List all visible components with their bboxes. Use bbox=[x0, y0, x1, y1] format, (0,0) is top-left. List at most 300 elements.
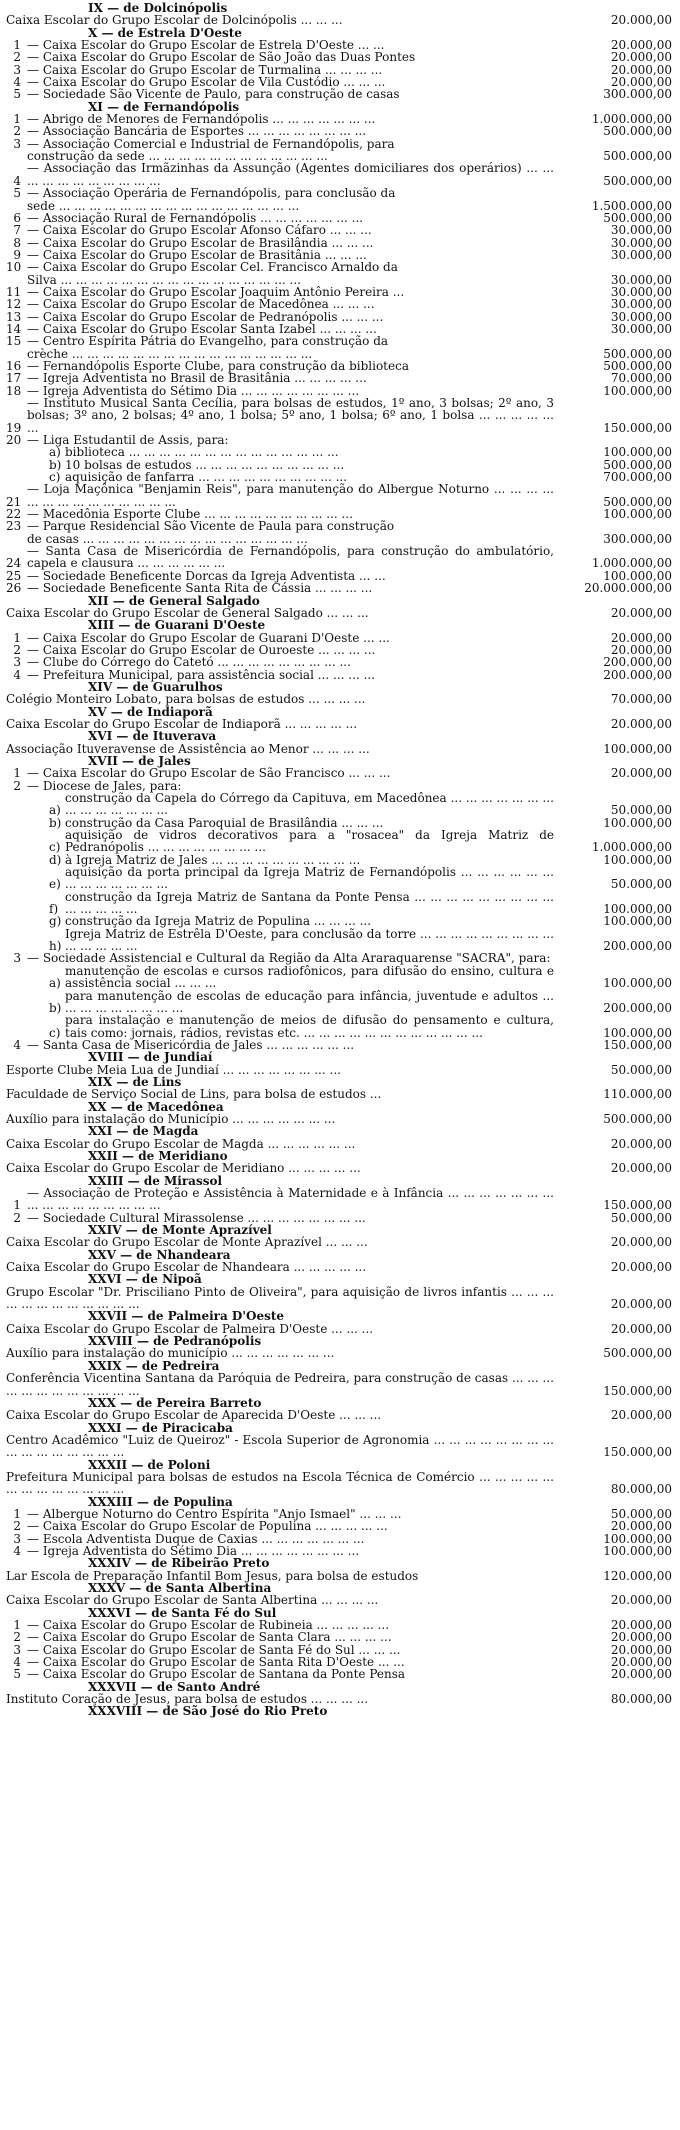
entry-text: Lar Escola de Preparação Infantil Bom Jesus, para bolsa de estudos bbox=[6, 1568, 419, 1583]
entry-text: Caixa Escolar do Grupo Escolar de Dolcinópolis ... ... ... bbox=[6, 13, 343, 28]
entry-amount: 20.000,00 bbox=[610, 1630, 672, 1645]
entry-text: sede ... ... ... ... ... ... ... ... ... ... ... ... ... ... ... ... bbox=[27, 198, 300, 213]
entry-number: 21 bbox=[6, 494, 22, 509]
entry-text: — Caixa Escolar do Grupo Escolar de Santa Clara ... ... ... ... bbox=[27, 1630, 392, 1645]
entry-text: — Caixa Escolar do Grupo Escolar de Macedônea ... ... ... bbox=[27, 297, 375, 312]
section-heading-text: XXXVI — de Santa Fé do Sul bbox=[88, 1605, 277, 1620]
ledger-entry bbox=[6, 1088, 672, 1100]
entry-text: — Associação das Irmãzinhas da Assunção (Agentes domiciliares dos operários) ... ... ... ... ... ... ... ... ... ... ... bbox=[27, 161, 554, 188]
entry-amount: 150.000,00 bbox=[603, 1445, 672, 1460]
entry-text: — Fernandópolis Esporte Clube, para construção da biblioteca bbox=[27, 358, 409, 373]
ledger-entry bbox=[6, 224, 672, 236]
entry-amount: 200.000,00 bbox=[603, 667, 672, 682]
entry-text: Auxílio para instalação do Município ... ... ... ... ... ... ... bbox=[6, 1111, 336, 1126]
entry-amount: 500.000,00 bbox=[603, 149, 672, 164]
entry-text: — Associação Operária de Fernandópolis, para conclusão da bbox=[27, 186, 396, 201]
entry-text: Associação Ituveravense de Assistência ao Menor ... ... ... ... bbox=[6, 741, 370, 756]
ledger-entry bbox=[6, 656, 672, 668]
entry-amount: 50.000,00 bbox=[610, 803, 672, 818]
entry-number: 2 bbox=[13, 1519, 21, 1534]
entry-text: para instalação e manutenção de meios de difusão do pensamento e cultura, tais como: jornais, rádios, revistas etc. ... ... ... ... ... ... ... ... ... ... ... ... bbox=[65, 1013, 554, 1040]
entry-text: biblioteca ... ... ... ... ... ... ... ... ... ... ... ... ... ... bbox=[65, 445, 339, 460]
sub-item bbox=[6, 446, 672, 458]
entry-number: 16 bbox=[6, 358, 22, 373]
section-heading-text: XXXIV — de Ribeirão Preto bbox=[88, 1556, 270, 1571]
entry-text: Caixa Escolar do Grupo Escolar de Aparecida D'Oeste ... ... ... bbox=[6, 1408, 382, 1423]
sub-item-letter: b) bbox=[49, 457, 62, 472]
entry-number: 2 bbox=[13, 50, 21, 65]
entry-amount: 20.000,00 bbox=[610, 1321, 672, 1336]
entry-number: 19 bbox=[6, 420, 22, 435]
entry-text: de casas ... ... ... ... ... ... ... ... ... ... ... ... ... ... ... bbox=[27, 531, 308, 546]
entry-amount: 100.000,00 bbox=[603, 568, 672, 583]
ledger-entry bbox=[6, 483, 672, 508]
entry-amount: 100.000,00 bbox=[603, 741, 672, 756]
entry-number: 8 bbox=[13, 235, 21, 250]
section-heading-text: XV — de Indiaporã bbox=[88, 704, 213, 719]
entry-amount: 20.000,00 bbox=[610, 1161, 672, 1176]
section-heading bbox=[6, 1273, 672, 1285]
entry-text: Caixa Escolar do Grupo Escolar de Indiaporã ... ... ... ... ... bbox=[6, 716, 358, 731]
sub-item-letter: a) bbox=[49, 445, 61, 460]
entry-text: — Caixa Escolar do Grupo Escolar de Pedranópolis ... ... ... bbox=[27, 309, 384, 324]
sub-item-letter: c) bbox=[49, 840, 61, 855]
entry-text: — Igreja Adventista do Sétimo Dia ... ... ... ... ... ... ... ... bbox=[27, 383, 360, 398]
entry-amount: 100.000,00 bbox=[603, 852, 672, 867]
entry-amount: 200.000,00 bbox=[603, 1000, 672, 1015]
ledger-entry bbox=[6, 1187, 672, 1212]
entry-text: — Abrigo de Menores de Fernandópolis ... ... ... ... ... ... ... bbox=[27, 112, 376, 127]
entry-number: 13 bbox=[6, 309, 22, 324]
entry-amount: 100.000,00 bbox=[603, 914, 672, 929]
entry-text: — Loja Maçônica "Benjamin Reis", para manutenção do Albergue Noturno ... ... ... ... ... ... ... ... ... ... ... ... ... ... bbox=[27, 482, 554, 509]
entry-number: 15 bbox=[6, 334, 22, 349]
entry-text: construção da Casa Paroquial de Brasilândia ... ... ... bbox=[65, 815, 384, 830]
section-heading-text: XXI — de Magda bbox=[88, 1124, 199, 1139]
entry-text: Auxílio para instalação do município ... ... ... ... ... ... ... bbox=[6, 1346, 335, 1361]
section-heading-text: XXVII — de Palmeira D'Oeste bbox=[88, 1309, 285, 1324]
entry-number: 2 bbox=[13, 1210, 21, 1225]
ledger-entry bbox=[6, 1286, 672, 1311]
entry-amount: 30.000,00 bbox=[610, 223, 672, 238]
entry-amount: 20.000,00 bbox=[610, 716, 672, 731]
ledger-entry bbox=[6, 51, 672, 63]
section-heading-text: XXIX — de Pedreira bbox=[88, 1358, 220, 1373]
entry-number: 17 bbox=[6, 371, 22, 386]
entry-amount: 20.000,00 bbox=[610, 1642, 672, 1657]
entry-number: 26 bbox=[6, 581, 22, 596]
entry-text: Faculdade de Serviço Social de Lins, para bolsa de estudos ... bbox=[6, 1087, 382, 1102]
entry-text: Centro Acadêmico "Luiz de Queiroz" - Escola Superior de Agronomia ... ... ... ... ... ... ... ... ... ... ... ... ... ... ... ... bbox=[6, 1432, 554, 1460]
entry-text: construção da sede ... ... ... ... ... ... ... ... ... ... ... ... bbox=[27, 149, 328, 164]
entry-text: — Centro Espírita Pátria do Evangelho, para construção da bbox=[27, 334, 389, 349]
section-heading-text: XXXI — de Piracicaba bbox=[88, 1420, 233, 1435]
entry-number: 3 bbox=[13, 655, 21, 670]
entry-text: — Caixa Escolar do Grupo Escolar de Santa Rita D'Oeste ... ... bbox=[27, 1655, 405, 1670]
entry-amount: 30.000,00 bbox=[610, 309, 672, 324]
entry-amount: 30.000,00 bbox=[610, 321, 672, 336]
section-heading-text: XIV — de Guarulhos bbox=[88, 679, 223, 694]
entry-text: — Albergue Noturno do Centro Espírita "Anjo Ismael" ... ... ... bbox=[27, 1506, 402, 1521]
entry-text: — Caixa Escolar do Grupo Escolar de Ouroeste ... ... ... ... bbox=[27, 642, 376, 657]
section-heading-text: XII — de General Salgado bbox=[88, 593, 260, 608]
sub-item-letter: f) bbox=[49, 902, 59, 917]
entry-amount: 20.000,00 bbox=[610, 50, 672, 65]
section-heading-text: XXV — de Nhandeara bbox=[88, 1247, 231, 1262]
entry-number: 1 bbox=[13, 766, 21, 781]
entry-amount: 30.000,00 bbox=[610, 235, 672, 250]
entry-text: — Caixa Escolar do Grupo Escolar Joaquim Antônio Pereira ... bbox=[27, 284, 405, 299]
entry-text: — Escola Adventista Duque de Caxias ... ... ... ... ... ... ... bbox=[27, 1531, 365, 1546]
entry-number: 20 bbox=[6, 433, 22, 448]
entry-amount: 20.000,00 bbox=[610, 630, 672, 645]
entry-number: 22 bbox=[6, 507, 22, 522]
entry-number: 1 bbox=[13, 1198, 21, 1213]
ledger-entry bbox=[6, 298, 672, 310]
entry-text: Prefeitura Municipal para bolsas de estudos na Escola Técnica de Comércio ... ... ... ... ... ... ... ... ... ... ... ... ... bbox=[6, 1469, 554, 1497]
entry-amount: 20.000,00 bbox=[610, 605, 672, 620]
entry-amount: 20.000,00 bbox=[610, 642, 672, 657]
entry-number: 4 bbox=[13, 75, 21, 90]
sub-item bbox=[6, 1014, 672, 1039]
ledger-entry bbox=[6, 952, 672, 964]
entry-amount: 20.000,00 bbox=[610, 1235, 672, 1250]
entry-amount: 500.000,00 bbox=[603, 358, 672, 373]
ledger-entry bbox=[6, 1162, 672, 1174]
entry-amount: 20.000,00 bbox=[610, 62, 672, 77]
sub-item bbox=[6, 915, 672, 927]
entry-text: Colégio Monteiro Lobato, para bolsas de estudos ... ... ... ... bbox=[6, 692, 366, 707]
sub-item bbox=[6, 990, 672, 1015]
ledger-entry bbox=[6, 125, 672, 137]
entry-text: — Instituto Musical Santa Cecília, para bolsas de estudos, 1º ano, 3 bolsas; 2º ano, 3 bolsas; 3º ano, 2 bolsas; 4º ano, 1 bolsa; 5º ano, 1 bolsa; 6º ano, 1 bolsa ... ... ... ... ... ... bbox=[27, 396, 554, 435]
entry-amount: 50.000,00 bbox=[610, 877, 672, 892]
entry-amount: 20.000,00 bbox=[610, 1519, 672, 1534]
ledger-entry bbox=[6, 520, 672, 532]
section-heading-text: X — de Estrela D'Oeste bbox=[88, 25, 242, 40]
entry-amount: 100.000,00 bbox=[603, 1543, 672, 1558]
section-heading bbox=[6, 730, 672, 742]
entry-number: 9 bbox=[13, 247, 21, 262]
entry-amount: 1.500.000,00 bbox=[591, 198, 672, 213]
entry-amount: 120.000,00 bbox=[603, 1568, 672, 1583]
entry-text: — Caixa Escolar do Grupo Escolar Cel. Francisco Arnaldo da bbox=[27, 260, 398, 275]
entry-text: — Associação Comercial e Industrial de Fernandópolis, para bbox=[27, 136, 395, 151]
entry-number: 24 bbox=[6, 556, 22, 571]
entry-amount: 20.000,00 bbox=[610, 1618, 672, 1633]
entry-amount: 200.000,00 bbox=[603, 655, 672, 670]
entry-number: 5 bbox=[13, 1667, 21, 1682]
entry-amount: 80.000,00 bbox=[610, 1482, 672, 1497]
section-heading bbox=[6, 1705, 672, 1717]
section-heading-text: XI — de Fernandópolis bbox=[88, 99, 240, 114]
entry-amount: 100.000,00 bbox=[603, 383, 672, 398]
sub-item-letter: g) bbox=[49, 914, 62, 929]
entry-number: 5 bbox=[13, 186, 21, 201]
entry-number: 4 bbox=[13, 1655, 21, 1670]
ledger-entry bbox=[6, 1409, 672, 1421]
ledger-entry bbox=[6, 1434, 672, 1459]
entry-number: 4 bbox=[13, 1543, 21, 1558]
entry-number: 5 bbox=[13, 87, 21, 102]
entry-number: 23 bbox=[6, 519, 22, 534]
ledger-entry bbox=[6, 693, 672, 705]
section-heading-text: XXIV — de Monte Aprazível bbox=[88, 1223, 272, 1238]
entry-amount: 100.000,00 bbox=[603, 815, 672, 830]
entry-text: — Igreja Adventista do Sétimo Dia ... ... ... ... ... ... ... ... bbox=[27, 1543, 360, 1558]
entry-amount: 100.000,00 bbox=[603, 976, 672, 991]
section-heading-text: XVI — de Ituverava bbox=[88, 729, 217, 744]
entry-text: — Caixa Escolar do Grupo Escolar de Estrela D'Oeste ... ... bbox=[27, 38, 385, 53]
entry-amount: 300.000,00 bbox=[603, 531, 672, 546]
ledger-entry bbox=[6, 582, 672, 594]
entry-text: — Caixa Escolar do Grupo Escolar de Brasitânia ... ... ... bbox=[27, 247, 367, 262]
section-heading bbox=[6, 619, 672, 631]
entry-text: para manutenção de escolas de educação para infância, juventude e adultos ... ... ... ... ... ... ... ... ... bbox=[65, 988, 554, 1015]
entry-number: 7 bbox=[13, 223, 21, 238]
entry-text: construção da Igreja Matriz de Santana da Ponte Pensa ... ... ... ... ... ... ... ... ... ... ... ... ... ... bbox=[65, 889, 554, 917]
section-heading-text: IX — de Dolcinópolis bbox=[88, 1, 228, 15]
entry-text: — Caixa Escolar do Grupo Escolar de São Francisco ... ... ... bbox=[27, 766, 391, 781]
entry-amount: 20.000,00 bbox=[610, 1408, 672, 1423]
entry-amount: 150.000,00 bbox=[603, 420, 672, 435]
section-heading-text: XX — de Macedônea bbox=[88, 1099, 224, 1114]
entry-amount: 20.000,00 bbox=[610, 1136, 672, 1151]
entry-text: aquisição de fanfarra ... ... ... ... ... ... ... ... ... ... bbox=[65, 470, 348, 485]
section-heading bbox=[6, 1051, 672, 1063]
entry-amount: 300.000,00 bbox=[603, 87, 672, 102]
section-heading bbox=[6, 1125, 672, 1137]
entry-text: — Associação de Proteção e Assistência à Maternidade e à Infância ... ... ... ... ... ... ... ... ... ... ... ... ... ... ... ... bbox=[27, 1186, 554, 1213]
entry-amount: 500.000,00 bbox=[603, 124, 672, 139]
entry-text: Caixa Escolar do Grupo Escolar de Magda ... ... ... ... ... ... bbox=[6, 1136, 356, 1151]
entry-text: à Igreja Matriz de Jales ... ... ... ... ... ... ... ... ... ... bbox=[65, 852, 361, 867]
entry-text: — Diocese de Jales, para: bbox=[27, 778, 182, 793]
section-heading-text: XVIII — de Jundiaí bbox=[88, 1050, 213, 1065]
entry-text: — Santa Casa de Misericórdia de Fernandópolis, para construção do ambulatório, capela e clausura ... ... ... ... ... ... bbox=[27, 544, 554, 571]
entry-number: 10 bbox=[6, 260, 22, 275]
entry-number: 3 bbox=[13, 951, 21, 966]
entry-number: 1 bbox=[13, 38, 21, 53]
entry-number: 4 bbox=[13, 667, 21, 682]
entry-text: 10 bolsas de estudos ... ... ... ... ... ... ... ... ... ... bbox=[65, 457, 345, 472]
entry-amount: 1.000.000,00 bbox=[591, 112, 672, 127]
entry-text: Caixa Escolar do Grupo Escolar de General Salgado ... ... ... bbox=[6, 605, 369, 620]
entry-amount: 20.000,00 bbox=[610, 1667, 672, 1682]
entry-number: 1 bbox=[13, 1618, 21, 1633]
entry-text: Instituto Coração de Jesus, para bolsa de estudos ... ... ... ... bbox=[6, 1692, 369, 1707]
entry-number: 1 bbox=[13, 112, 21, 127]
entry-text: — Liga Estudantil de Assis, para: bbox=[27, 433, 229, 448]
entry-text: — Sociedade Beneficente Dorcas da Igreja Adventista ... ... bbox=[27, 568, 386, 583]
entry-amount: 20.000,00 bbox=[610, 1260, 672, 1275]
entry-number: 11 bbox=[6, 284, 22, 299]
entry-amount: 500.000,00 bbox=[603, 346, 672, 361]
entry-text: Caixa Escolar do Grupo Escolar de Santa Albertina ... ... ... ... bbox=[6, 1593, 379, 1608]
entry-number: 4 bbox=[13, 173, 21, 188]
ledger-entry bbox=[6, 335, 672, 347]
entry-text: — Prefeitura Municipal, para assistência social ... ... ... ... bbox=[27, 667, 375, 682]
entry-amount: 150.000,00 bbox=[603, 1198, 672, 1213]
entry-number: 2 bbox=[13, 1630, 21, 1645]
sub-item-letter: b) bbox=[49, 1000, 62, 1015]
entry-text: — Sociedade Assistencial e Cultural da Região da Alta Araraquarense "SACRA", para: bbox=[27, 951, 551, 966]
ledger-entry bbox=[6, 545, 672, 570]
section-heading-text: XXII — de Meridiano bbox=[88, 1148, 228, 1163]
section-heading-text: XXXVII — de Santo André bbox=[88, 1679, 261, 1694]
ledger-entry bbox=[6, 1668, 672, 1680]
entry-amount: 50.000,00 bbox=[610, 1210, 672, 1225]
section-heading-text: XIII — de Guarani D'Oeste bbox=[88, 618, 266, 633]
entry-amount: 20.000,00 bbox=[610, 13, 672, 28]
entry-text: — Caixa Escolar do Grupo Escolar de Santana da Ponte Pensa bbox=[27, 1667, 406, 1682]
entry-text: crèche ... ... ... ... ... ... ... ... ... ... ... ... ... ... ... ... bbox=[27, 346, 313, 361]
entry-text: Caixa Escolar do Grupo Escolar de Monte Aprazível ... ... ... bbox=[6, 1235, 368, 1250]
entry-amount: 20.000,00 bbox=[610, 38, 672, 53]
entry-amount: 50.000,00 bbox=[610, 1062, 672, 1077]
section-heading-text: XXXV — de Santa Albertina bbox=[88, 1581, 272, 1595]
entry-amount: 500.000,00 bbox=[603, 173, 672, 188]
ledger-entry bbox=[6, 767, 672, 779]
entry-amount: 50.000,00 bbox=[610, 1506, 672, 1521]
entry-text: — Caixa Escolar do Grupo Escolar de Turmalina ... ... ... ... bbox=[27, 62, 383, 77]
entry-text: — Caixa Escolar do Grupo Escolar Afonso Cáfaro ... ... ... bbox=[27, 223, 372, 238]
entry-text: — Macedônia Esporte Clube ... ... ... ... ... ... ... ... ... ... bbox=[27, 507, 353, 522]
ledger-entry bbox=[6, 187, 672, 199]
entry-text: Esporte Clube Meia Lua de Jundiaí ... ... ... ... ... ... ... ... bbox=[6, 1062, 341, 1077]
entry-amount: 1.000.000,00 bbox=[591, 556, 672, 571]
entry-text: — Sociedade São Vicente de Paulo, para construção de casas bbox=[27, 87, 400, 102]
entry-amount: 80.000,00 bbox=[610, 1692, 672, 1707]
entry-text: — Caixa Escolar do Grupo Escolar de Santa Fé do Sul ... ... ... bbox=[27, 1642, 401, 1657]
entry-text: — Caixa Escolar do Grupo Escolar de Populina ... ... ... ... ... bbox=[27, 1519, 388, 1534]
entry-number: 3 bbox=[13, 62, 21, 77]
entry-text: Conferência Vicentina Santana da Paróquia de Pedreira, para construção de casas ... ... ... ... ... ... ... ... ... ... ... ... bbox=[6, 1371, 554, 1398]
entry-amount: 100.000,00 bbox=[603, 507, 672, 522]
entry-amount: 100.000,00 bbox=[603, 1531, 672, 1546]
section-heading bbox=[6, 1310, 672, 1322]
entry-amount: 200.000,00 bbox=[603, 939, 672, 954]
entry-amount: 100.000,00 bbox=[603, 445, 672, 460]
section-heading-text: XIX — de Lins bbox=[88, 1074, 182, 1089]
entry-amount: 30.000,00 bbox=[610, 284, 672, 299]
entry-amount: 110.000,00 bbox=[603, 1087, 672, 1102]
entry-amount: 20.000.000,00 bbox=[584, 581, 672, 596]
entry-text: — Igreja Adventista no Brasil de Brasitânia ... ... ... ... ... bbox=[27, 371, 367, 386]
entry-number: 6 bbox=[13, 210, 21, 225]
entry-number: 3 bbox=[13, 1531, 21, 1546]
ledger-entry bbox=[6, 1631, 672, 1643]
entry-amount: 70.000,00 bbox=[610, 692, 672, 707]
sub-item bbox=[6, 866, 672, 891]
entry-number: 2 bbox=[13, 124, 21, 139]
sub-item-letter: e) bbox=[49, 877, 61, 892]
entry-text: — Associação Rural de Fernandópolis ... ... ... ... ... ... ... bbox=[27, 210, 364, 225]
ledger-entry bbox=[6, 1520, 672, 1532]
section-heading bbox=[6, 595, 672, 607]
ledger-entry bbox=[6, 1372, 672, 1397]
entry-amount: 100.000,00 bbox=[603, 1025, 672, 1040]
entry-text: — Santa Casa de Misericórdia de Jales ... ... ... ... ... ... bbox=[27, 1037, 355, 1052]
entry-amount: 20.000,00 bbox=[610, 1655, 672, 1670]
section-heading-text: XXXII — de Poloni bbox=[88, 1457, 211, 1472]
entry-number: 14 bbox=[6, 321, 22, 336]
entry-text: — Clube do Córrego do Catetó ... ... ... ... ... ... ... ... ... bbox=[27, 655, 351, 670]
ledger-entry bbox=[6, 1236, 672, 1248]
entry-text: — Caixa Escolar do Grupo Escolar de Vila Custódio ... ... ... bbox=[27, 75, 386, 90]
section-heading bbox=[6, 1557, 672, 1569]
section-heading-text: XXIII — de Mirassol bbox=[88, 1173, 223, 1188]
ledger-entry bbox=[6, 200, 672, 212]
section-heading-text: XXX — de Pereira Barreto bbox=[88, 1395, 262, 1410]
sub-item bbox=[6, 928, 672, 953]
entry-amount: 500.000,00 bbox=[603, 457, 672, 472]
section-heading-text: XVII — de Jales bbox=[88, 753, 191, 768]
entry-amount: 500.000,00 bbox=[603, 494, 672, 509]
entry-text: — Sociedade Beneficente Santa Rita de Cássia ... ... ... ... bbox=[27, 581, 373, 596]
entry-number: 18 bbox=[6, 383, 22, 398]
entry-amount: 30.000,00 bbox=[610, 297, 672, 312]
entry-amount: 100.000,00 bbox=[603, 902, 672, 917]
ledger-entry bbox=[6, 88, 672, 100]
sub-item-letter: c) bbox=[49, 470, 61, 485]
entry-amount: 20.000,00 bbox=[610, 1297, 672, 1312]
entry-text: construção da Capela do Córrego da Capituva, em Macedônea ... ... ... ... ... ... ... ... ... ... ... ... ... ... bbox=[65, 791, 554, 818]
entry-amount: 30.000,00 bbox=[610, 247, 672, 262]
ledger-entry bbox=[6, 1471, 672, 1496]
entry-amount: 70.000,00 bbox=[610, 371, 672, 386]
ledger-entry bbox=[6, 1347, 672, 1359]
entry-amount: 20.000,00 bbox=[610, 1593, 672, 1608]
entry-number: 1 bbox=[13, 1506, 21, 1521]
ledger-entry bbox=[6, 162, 672, 187]
entry-text: — Caixa Escolar do Grupo Escolar de São João das Duas Pontes bbox=[27, 50, 416, 65]
sub-item bbox=[6, 891, 672, 916]
section-heading-text: XXXVIII — de São José do Rio Preto bbox=[88, 1704, 328, 1719]
ledger-entry bbox=[6, 261, 672, 273]
entry-text: — Caixa Escolar do Grupo Escolar de Rubineia ... ... ... ... ... bbox=[27, 1618, 390, 1633]
entry-text: — Caixa Escolar do Grupo Escolar de Guarani D'Oeste ... ... bbox=[27, 630, 390, 645]
entry-number: 3 bbox=[13, 1642, 21, 1657]
entry-text: Silva ... ... ... ... ... ... ... ... ... ... ... ... ... ... ... ... bbox=[27, 272, 301, 287]
ledger-entry bbox=[6, 372, 672, 384]
entry-text: aquisição de vidros decorativos para a "rosacea" da Igreja Matriz de Pedranópolis ... ... ... ... ... ... ... ... bbox=[65, 828, 554, 855]
entry-number: 3 bbox=[13, 136, 21, 151]
entry-text: Caixa Escolar do Grupo Escolar de Meridiano ... ... ... ... ... bbox=[6, 1161, 361, 1176]
sub-item-letter: a) bbox=[49, 976, 61, 991]
entry-text: Caixa Escolar do Grupo Escolar de Palmeira D'Oeste ... ... ... bbox=[6, 1321, 374, 1336]
entry-amount: 1.000.000,00 bbox=[591, 840, 672, 855]
entry-text: — Sociedade Cultural Mirassolense ... ... ... ... ... ... ... ... bbox=[27, 1210, 366, 1225]
sub-item bbox=[6, 965, 672, 990]
section-heading-text: XXVI — de Nipoã bbox=[88, 1272, 202, 1287]
sub-item-letter: d) bbox=[49, 852, 62, 867]
entry-amount: 30.000,00 bbox=[610, 272, 672, 287]
entry-amount: 20.000,00 bbox=[610, 766, 672, 781]
entry-amount: 700.000,00 bbox=[603, 470, 672, 485]
entry-text: manutenção de escolas e cursos radiofônicos, para difusão do ensino, cultura e assistência social ... ... ... bbox=[65, 963, 554, 991]
entry-number: 2 bbox=[13, 778, 21, 793]
entry-number: 2 bbox=[13, 642, 21, 657]
entry-text: — Associação Bancária de Esportes ... ... ... ... ... ... ... ... bbox=[27, 124, 367, 139]
entry-text: — Parque Residencial São Vicente de Paula para construção bbox=[27, 519, 395, 534]
entry-amount: 500.000,00 bbox=[603, 1111, 672, 1126]
entry-number: 1 bbox=[13, 630, 21, 645]
ledger-entry bbox=[6, 397, 672, 434]
entry-amount: 150.000,00 bbox=[603, 1383, 672, 1398]
ledger-entry bbox=[6, 14, 672, 26]
sub-item-letter: c) bbox=[49, 1025, 61, 1040]
